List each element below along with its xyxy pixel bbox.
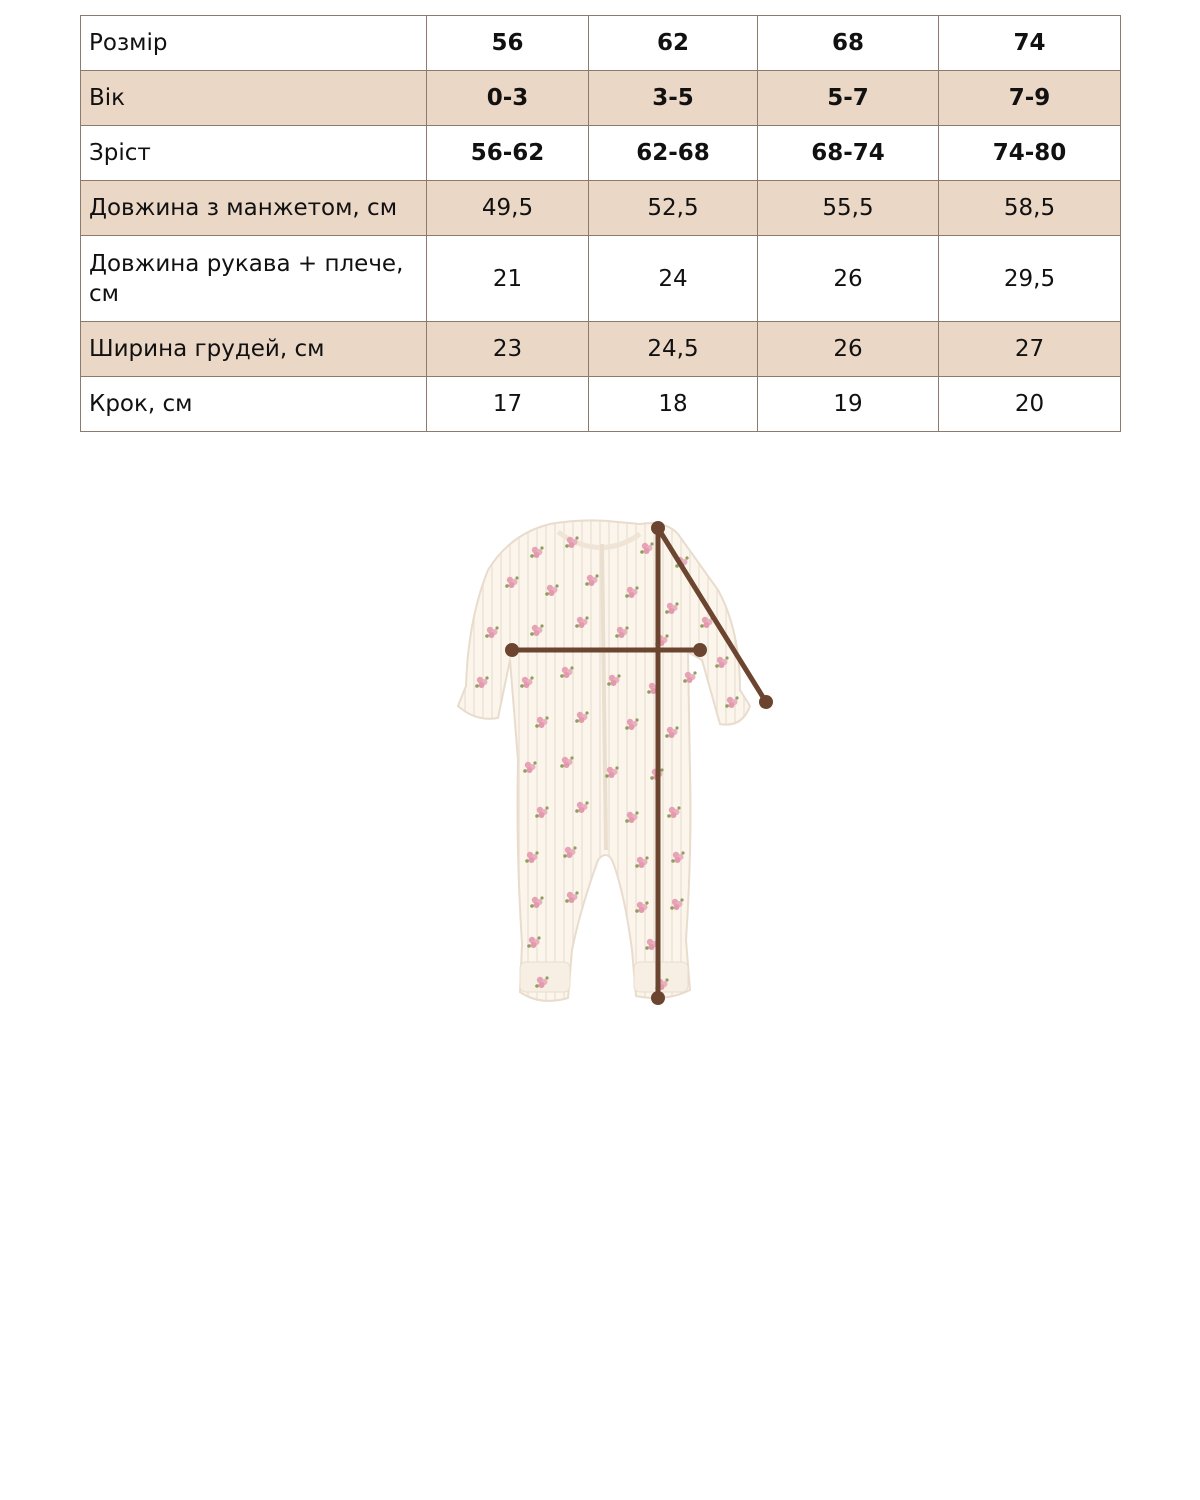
romper-measurement-diagram [440, 510, 790, 1020]
cell: 29,5 [939, 236, 1121, 322]
cell: 21 [427, 236, 589, 322]
table-row-sleeve [81, 236, 1121, 322]
cell: 49,5 [427, 181, 589, 236]
romper-icon [458, 520, 750, 1001]
table-row-height [81, 126, 1121, 181]
cell: 56 [427, 16, 589, 71]
row-label: Вік [81, 71, 427, 126]
row-label: Зріст [81, 126, 427, 181]
row-label: Довжина з манжетом, см [81, 181, 427, 236]
table-row-length [81, 181, 1121, 236]
table-row-chest [81, 322, 1121, 377]
size-chart-table [80, 15, 1121, 432]
cell: 62-68 [589, 126, 758, 181]
cell: 0-3 [427, 71, 589, 126]
cell: 62 [589, 16, 758, 71]
table-row-age [81, 71, 1121, 126]
cell: 3-5 [589, 71, 758, 126]
cell: 55,5 [758, 181, 939, 236]
cell: 56-62 [427, 126, 589, 181]
cell: 58,5 [939, 181, 1121, 236]
table-row-size [81, 16, 1121, 71]
cell: 5-7 [758, 71, 939, 126]
cell: 24 [589, 236, 758, 322]
row-label: Крок, см [81, 377, 427, 432]
cell: 26 [758, 236, 939, 322]
cell: 24,5 [589, 322, 758, 377]
cell: 18 [589, 377, 758, 432]
cell: 17 [427, 377, 589, 432]
cell: 7-9 [939, 71, 1121, 126]
cell: 27 [939, 322, 1121, 377]
cell: 20 [939, 377, 1121, 432]
cell: 52,5 [589, 181, 758, 236]
cell: 19 [758, 377, 939, 432]
table-row-inseam [81, 377, 1121, 432]
cell: 26 [758, 322, 939, 377]
cell: 23 [427, 322, 589, 377]
row-label: Довжина рукава + плече, см [81, 236, 427, 322]
cell: 74-80 [939, 126, 1121, 181]
cell: 74 [939, 16, 1121, 71]
row-label: Розмір [81, 16, 427, 71]
row-label: Ширина грудей, см [81, 322, 427, 377]
cell: 68-74 [758, 126, 939, 181]
cell: 68 [758, 16, 939, 71]
